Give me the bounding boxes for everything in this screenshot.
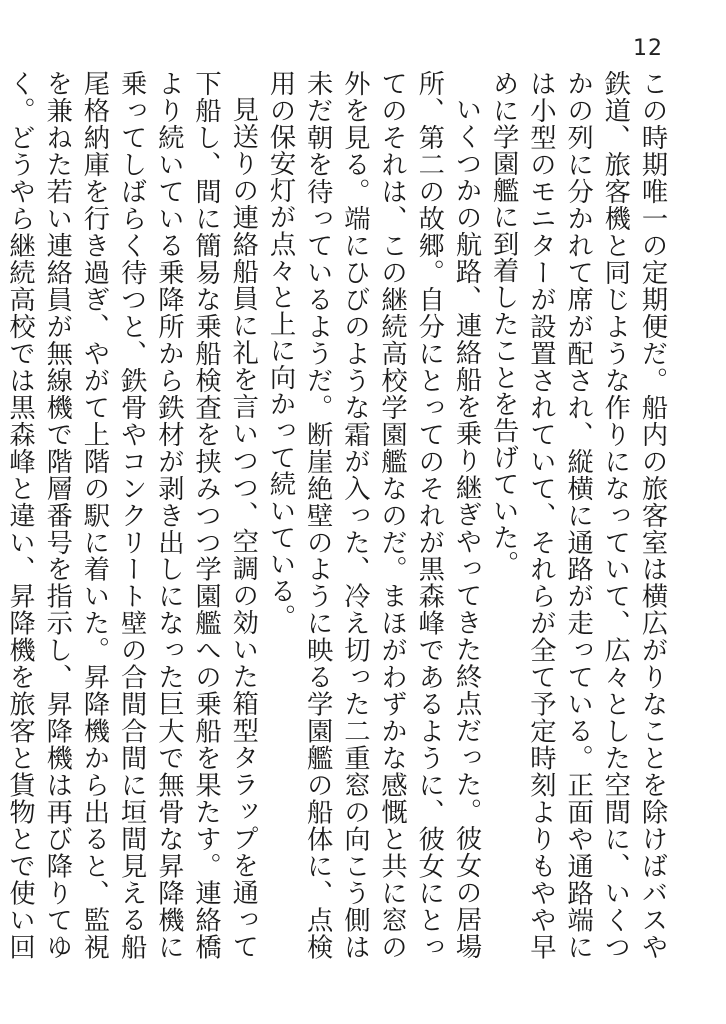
paragraph-2: いくつかの航路、連絡船を乗り継ぎやってきた終点だった。彼女の居場所、第二の故郷。自分にとってのそれが黒森峰であるように、彼女にとってのそれは、この継続高校学園艦なのだ。まほがわずかな感慨と共に窓の外を見る。端にひびのような霜が入った、冷え切った二重窓の向こう側は未だ朝を待っているようだ。断崖絶壁のように映る学園艦の船体に、点検用の保安灯が点々と上に向かって続いている。 [264, 70, 481, 960]
paragraph-1: この時期唯一の定期便だ。船内の旅客室は横広がりなことを除けばバスや鉄道、旅客機と同じような作りになっていて、広々とした空間に、いくつかの列に分かれて席が配され、縦横に通路が走っている。正面や通路端には小型のモニターが設置されていて、それらが全て予定時刻よりもやや早めに学園艦に到着したことを告げていた。 [488, 70, 667, 960]
text-body [4, 70, 670, 960]
page-number: 12 [633, 36, 663, 61]
paragraph-3: 見送りの連絡船員に礼を言いつつ、空調の効いた箱型タラップを通って下船し、間に簡易な乗船検査を挟みつつ学園艦への乗船を果たす。連絡橋より続いている乗降所から鉄材が剥き出しになった巨大で無骨な昇降機に乗ってしばらく待つと、鉄骨やコンクリート壁の合間合間に垣間見える船尾格納庫を行き過ぎ、やがて上階の駅に着いた。昇降機から出ると、監視を兼ねた若い連絡員が無線機で階層番号を指示し、昇降機は再び降りてゆく。どうやら継続高校では黒森峰と違い、昇降機を旅客と貨物とで使い回 [4, 70, 258, 960]
